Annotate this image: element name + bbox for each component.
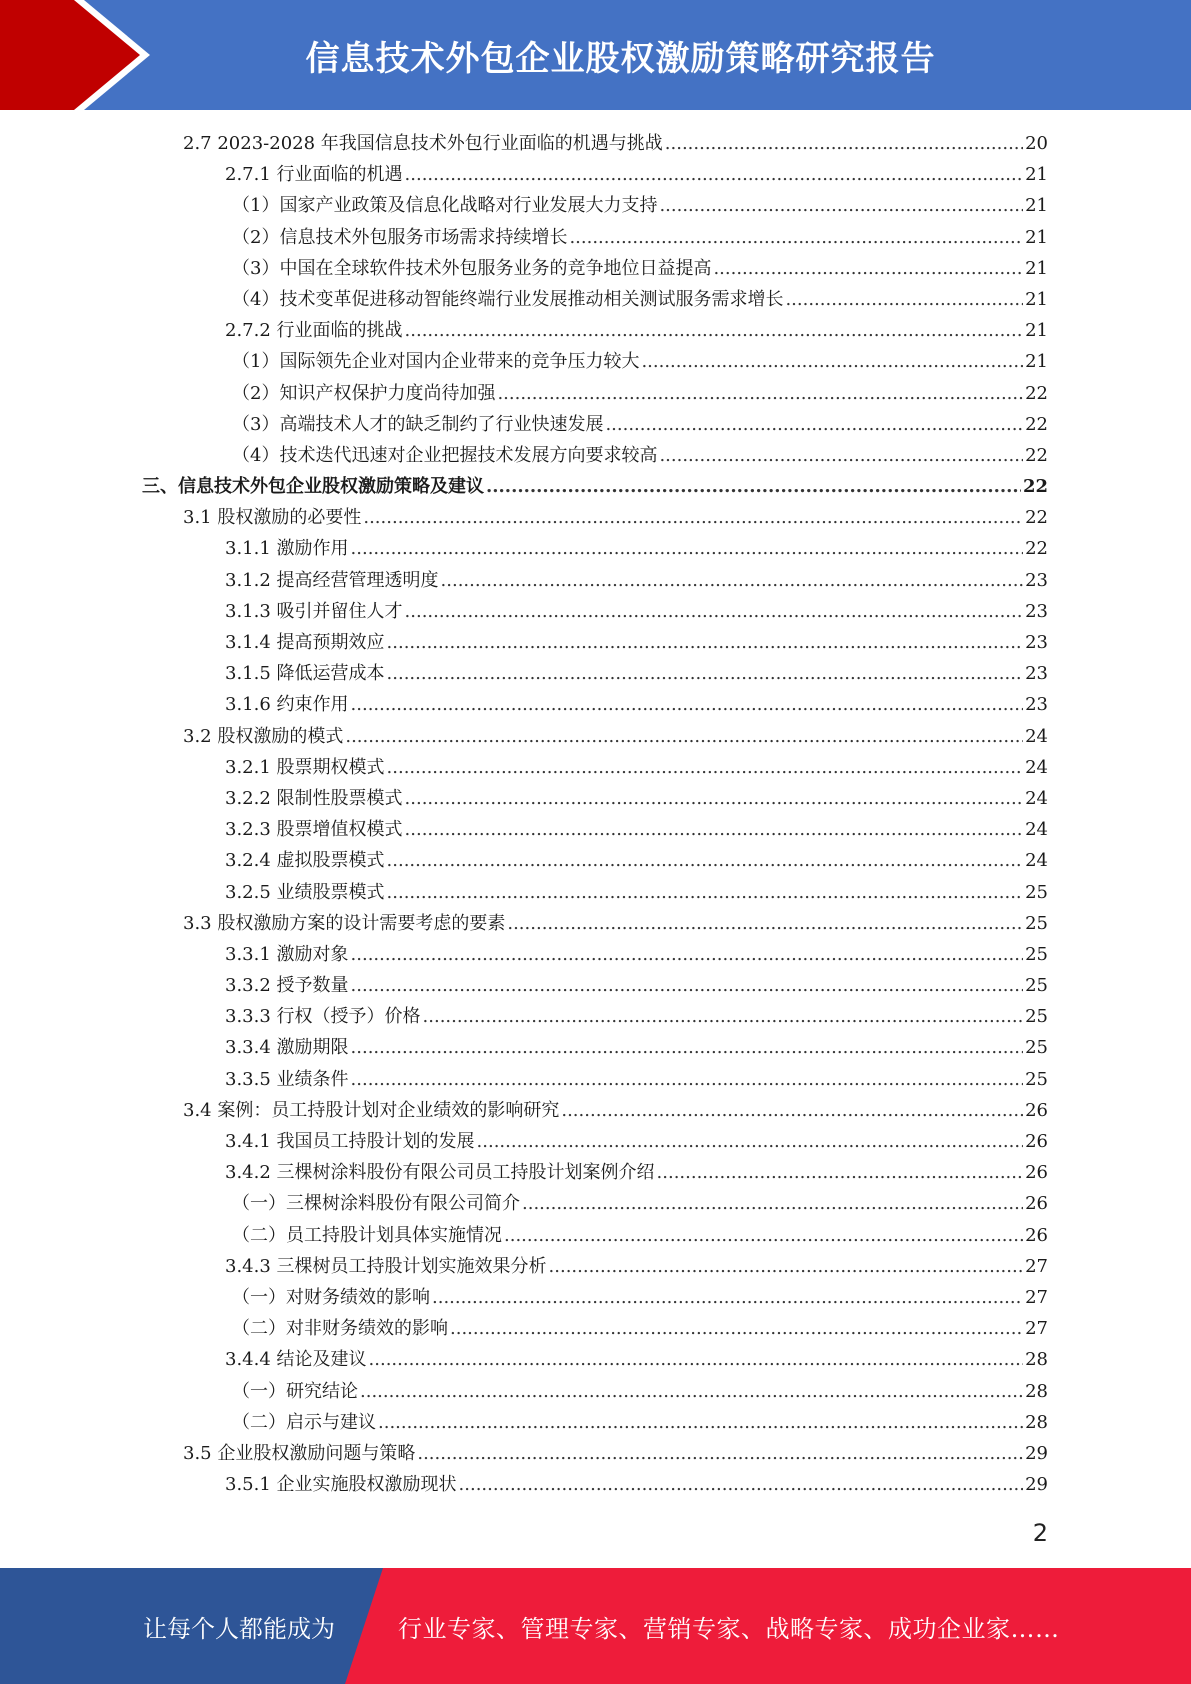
toc-dot-leader	[405, 159, 1024, 190]
toc-entry[interactable]	[0, 1282, 1191, 1313]
toc-entry-title: 3.4.2 三棵树涂料股份有限公司员工持股计划案例介绍	[225, 1162, 655, 1184]
toc-entry-page: 21	[1025, 164, 1048, 186]
toc-entry-page: 20	[1025, 133, 1048, 154]
toc-entry-title: 3.2.5 业绩股票模式	[225, 881, 385, 903]
toc-entry-title: 3.3.5 业绩条件	[225, 1068, 349, 1090]
toc-entry-page: 27	[1025, 1286, 1048, 1308]
toc-entry-page: 28	[1025, 1349, 1048, 1371]
toc-dot-leader	[441, 565, 1024, 596]
toc-entry[interactable]	[0, 315, 1191, 346]
toc-entry-title: （二）对非财务绩效的影响	[232, 1318, 448, 1340]
toc-entry[interactable]	[0, 1032, 1191, 1063]
toc-entry-title: 3.3.2 授予数量	[225, 975, 349, 997]
toc-entry-title: 3.4.4 结论及建议	[225, 1349, 367, 1371]
toc-entry-page: 26	[1025, 1131, 1048, 1152]
toc-dot-leader	[477, 1126, 1024, 1157]
header-chevron-icon	[0, 0, 140, 110]
toc-dot-leader	[497, 378, 1023, 409]
toc-dot-leader	[345, 721, 1023, 752]
toc-entry-page: 26	[1025, 1162, 1048, 1184]
toc-dot-leader	[405, 814, 1024, 845]
toc-entry[interactable]	[0, 814, 1191, 845]
toc-entry-title: 3.1 股权激励的必要性	[183, 507, 362, 529]
toc-entry-page: 21	[1025, 226, 1048, 248]
toc-entry-title: （4）技术迭代迅速对企业把握技术发展方向要求较高	[232, 444, 658, 466]
toc-dot-leader	[450, 1313, 1023, 1344]
toc-entry-page: 22	[1025, 444, 1048, 466]
toc-entry-page: 27	[1025, 1255, 1048, 1277]
toc-entry[interactable]	[0, 346, 1191, 377]
toc-entry-page: 26	[1025, 1099, 1048, 1121]
toc-entry-title: 3.3.1 激励对象	[225, 943, 349, 965]
toc-entry-page: 24	[1025, 756, 1048, 778]
toc-dot-leader	[351, 689, 1024, 720]
toc-dot-leader	[659, 190, 1023, 221]
page-header	[0, 0, 1191, 110]
toc-entry-title: 3.1.2 提高经营管理透明度	[225, 569, 439, 591]
toc-entry[interactable]	[0, 627, 1191, 658]
document-title: 信息技术外包企业股权激励策略研究报告	[305, 38, 936, 79]
toc-entry[interactable]	[0, 1095, 1191, 1126]
toc-dot-leader	[351, 939, 1024, 970]
toc-entry-page: 21	[1025, 320, 1048, 342]
toc-entry[interactable]	[0, 502, 1191, 533]
toc-dot-leader	[486, 471, 1021, 502]
toc-entry-page: 23	[1025, 663, 1048, 685]
toc-entry[interactable]	[0, 1376, 1191, 1407]
toc-entry-title: （二）员工持股计划具体实施情况	[232, 1224, 502, 1246]
toc-entry[interactable]	[0, 1001, 1191, 1032]
toc-entry[interactable]	[0, 409, 1191, 440]
toc-entry[interactable]	[0, 440, 1191, 471]
toc-dot-leader	[605, 409, 1023, 440]
toc-entry[interactable]	[0, 128, 1191, 159]
toc-entry-title: 3.2.4 虚拟股票模式	[225, 850, 385, 872]
toc-entry-page: 21	[1025, 288, 1048, 310]
toc-entry[interactable]	[0, 1407, 1191, 1438]
toc-entry-title: 3.5.1 企业实施股权激励现状	[225, 1474, 457, 1496]
toc-entry-title: 3.2.2 限制性股票模式	[225, 787, 403, 809]
toc-entry-title: 3.2.3 股票增值权模式	[225, 819, 403, 841]
toc-entry[interactable]	[0, 1220, 1191, 1251]
toc-entry[interactable]	[0, 253, 1191, 284]
toc-dot-leader	[387, 627, 1024, 658]
toc-entry-title: 3.4 案例：员工持股计划对企业绩效的影响研究	[183, 1099, 560, 1121]
toc-dot-leader	[657, 1157, 1024, 1188]
toc-entry[interactable]	[0, 939, 1191, 970]
toc-dot-leader	[432, 1282, 1023, 1313]
toc-dot-leader	[351, 1064, 1024, 1095]
toc-dot-leader	[641, 346, 1023, 377]
toc-entry-page: 24	[1025, 725, 1048, 747]
toc-entry-title: （一）研究结论	[232, 1380, 358, 1402]
toc-dot-leader	[351, 533, 1024, 564]
toc-entry-title: （1）国际领先企业对国内企业带来的竞争压力较大	[232, 351, 640, 373]
toc-entry[interactable]	[0, 565, 1191, 596]
toc-dot-leader	[659, 440, 1023, 471]
toc-entry-title: （4）技术变革促进移动智能终端行业发展推动相关测试服务需求增长	[232, 288, 784, 310]
toc-entry[interactable]	[0, 1313, 1191, 1344]
page-footer	[0, 1568, 1191, 1684]
toc-entry[interactable]	[0, 877, 1191, 908]
toc-dot-leader	[351, 970, 1024, 1001]
page-number: 2	[1032, 1519, 1048, 1547]
toc-dot-leader	[569, 222, 1023, 253]
toc-entry-page: 21	[1025, 351, 1048, 373]
toc-entry-title: 2.7 2023-2028 年我国信息技术外包行业面临的机遇与挑战	[183, 133, 663, 154]
toc-entry-page: 21	[1025, 257, 1048, 279]
toc-entry-page: 25	[1025, 1068, 1048, 1090]
toc-entry-page: 28	[1025, 1380, 1048, 1402]
toc-entry[interactable]	[0, 378, 1191, 409]
toc-entry-page: 25	[1025, 975, 1048, 997]
toc-entry-page: 22	[1025, 507, 1048, 529]
toc-entry-page: 22	[1025, 413, 1048, 435]
toc-entry-page: 21	[1025, 195, 1048, 217]
toc-dot-leader	[387, 752, 1024, 783]
toc-entry-page: 24	[1025, 787, 1048, 809]
toc-entry-page: 24	[1025, 850, 1048, 872]
footer-slogan-roles: 行业专家、管理专家、营销专家、战略专家、成功企业家……	[398, 1614, 1060, 1643]
toc-entry-title: 3.1.4 提高预期效应	[225, 632, 385, 653]
toc-dot-leader	[507, 908, 1023, 939]
toc-entry-title: （2）信息技术外包服务市场需求持续增长	[232, 226, 568, 248]
toc-entry[interactable]	[0, 1438, 1191, 1469]
toc-entry-page: 27	[1025, 1318, 1048, 1340]
toc-entry[interactable]	[0, 1157, 1191, 1188]
toc-entry[interactable]	[0, 222, 1191, 253]
toc-entry[interactable]	[0, 533, 1191, 564]
toc-entry[interactable]	[0, 783, 1191, 814]
toc-entry[interactable]	[0, 908, 1191, 939]
toc-entry-page: 25	[1025, 943, 1048, 965]
toc-entry[interactable]	[0, 1064, 1191, 1095]
toc-entry[interactable]	[0, 1188, 1191, 1219]
toc-dot-leader	[417, 1438, 1023, 1469]
toc-entry-title: （2）知识产权保护力度尚待加强	[232, 382, 496, 404]
toc-dot-leader	[387, 845, 1024, 876]
toc-entry-title: 3.4.1 我国员工持股计划的发展	[225, 1131, 475, 1152]
footer-slogan-lead: 让每个人都能成为	[143, 1614, 335, 1643]
toc-entry-title: 3.5 企业股权激励问题与策略	[183, 1442, 416, 1464]
toc-entry[interactable]	[0, 471, 1191, 502]
toc-entry-title: 3.2 股权激励的模式	[183, 725, 344, 747]
toc-entry[interactable]	[0, 970, 1191, 1001]
toc-entry-title: 3.1.1 激励作用	[225, 538, 349, 560]
toc-entry-title: （一）三棵树涂料股份有限公司简介	[232, 1193, 520, 1215]
toc-entry[interactable]	[0, 284, 1191, 315]
toc-entry-page: 28	[1025, 1411, 1048, 1433]
toc-dot-leader	[405, 596, 1024, 627]
toc-entry-page: 26	[1025, 1224, 1048, 1246]
table-of-contents	[0, 128, 1191, 1500]
toc-entry[interactable]	[0, 1126, 1191, 1157]
toc-entry[interactable]	[0, 1344, 1191, 1375]
toc-dot-leader	[378, 1407, 1023, 1438]
toc-dot-leader	[387, 877, 1024, 908]
toc-dot-leader	[405, 315, 1024, 346]
toc-entry-title: 3.4.3 三棵树员工持股计划实施效果分析	[225, 1255, 547, 1277]
toc-entry-page: 25	[1025, 1037, 1048, 1059]
toc-entry-page: 25	[1025, 881, 1048, 903]
toc-entry-title: （3）高端技术人才的缺乏制约了行业快速发展	[232, 413, 604, 435]
toc-entry-title: （3）中国在全球软件技术外包服务业务的竞争地位日益提高	[232, 257, 712, 279]
toc-dot-leader	[713, 253, 1023, 284]
toc-dot-leader	[504, 1220, 1023, 1251]
toc-entry[interactable]	[0, 845, 1191, 876]
toc-entry[interactable]	[0, 658, 1191, 689]
toc-entry-title: 3.1.6 约束作用	[225, 694, 349, 716]
toc-entry-page: 23	[1025, 569, 1048, 591]
toc-dot-leader	[522, 1188, 1023, 1219]
toc-dot-leader	[785, 284, 1023, 315]
toc-entry-title: 3.1.5 降低运营成本	[225, 663, 385, 685]
toc-entry-page: 23	[1025, 600, 1048, 622]
toc-dot-leader	[561, 1095, 1023, 1126]
toc-entry[interactable]	[0, 190, 1191, 221]
toc-entry-title: 3.3.3 行权（授予）价格	[225, 1006, 421, 1028]
toc-entry[interactable]	[0, 159, 1191, 190]
toc-entry-page: 25	[1025, 1006, 1048, 1028]
toc-dot-leader	[459, 1469, 1024, 1500]
toc-entry-page: 22	[1025, 382, 1048, 404]
toc-entry-title: 3.3.4 激励期限	[225, 1037, 349, 1059]
toc-entry-page: 29	[1025, 1474, 1048, 1496]
toc-entry-title: 2.7.1 行业面临的机遇	[225, 164, 403, 186]
toc-entry-title: 3.3 股权激励方案的设计需要考虑的要素	[183, 912, 506, 934]
toc-entry[interactable]	[0, 721, 1191, 752]
toc-entry[interactable]	[0, 1251, 1191, 1282]
toc-dot-leader	[549, 1251, 1024, 1282]
toc-entry-page: 22	[1022, 476, 1048, 498]
toc-entry-title: 2.7.2 行业面临的挑战	[225, 320, 403, 342]
toc-entry[interactable]	[0, 752, 1191, 783]
toc-entry-title: （二）启示与建议	[232, 1411, 376, 1433]
toc-entry-title: （1）国家产业政策及信息化战略对行业发展大力支持	[232, 195, 658, 217]
toc-entry-page: 26	[1025, 1193, 1048, 1215]
toc-dot-leader	[665, 128, 1023, 159]
toc-entry[interactable]	[0, 689, 1191, 720]
toc-entry-page: 22	[1025, 538, 1048, 560]
toc-entry-title: （一）对财务绩效的影响	[232, 1286, 430, 1308]
toc-dot-leader	[387, 658, 1024, 689]
toc-entry-page: 29	[1025, 1442, 1048, 1464]
toc-entry-page: 25	[1025, 912, 1048, 934]
toc-dot-leader	[369, 1344, 1024, 1375]
toc-entry-title: 三、信息技术外包企业股权激励策略及建议	[142, 476, 484, 498]
toc-dot-leader	[405, 783, 1024, 814]
toc-entry-page: 24	[1025, 819, 1048, 841]
toc-entry-page: 23	[1025, 694, 1048, 716]
toc-entry-page: 23	[1025, 632, 1048, 653]
toc-dot-leader	[360, 1376, 1023, 1407]
toc-dot-leader	[423, 1001, 1024, 1032]
toc-dot-leader	[363, 502, 1023, 533]
toc-entry-title: 3.2.1 股票期权模式	[225, 756, 385, 778]
toc-entry-title: 3.1.3 吸引并留住人才	[225, 600, 403, 622]
toc-dot-leader	[351, 1032, 1024, 1063]
toc-entry[interactable]	[0, 596, 1191, 627]
toc-entry[interactable]	[0, 1469, 1191, 1500]
